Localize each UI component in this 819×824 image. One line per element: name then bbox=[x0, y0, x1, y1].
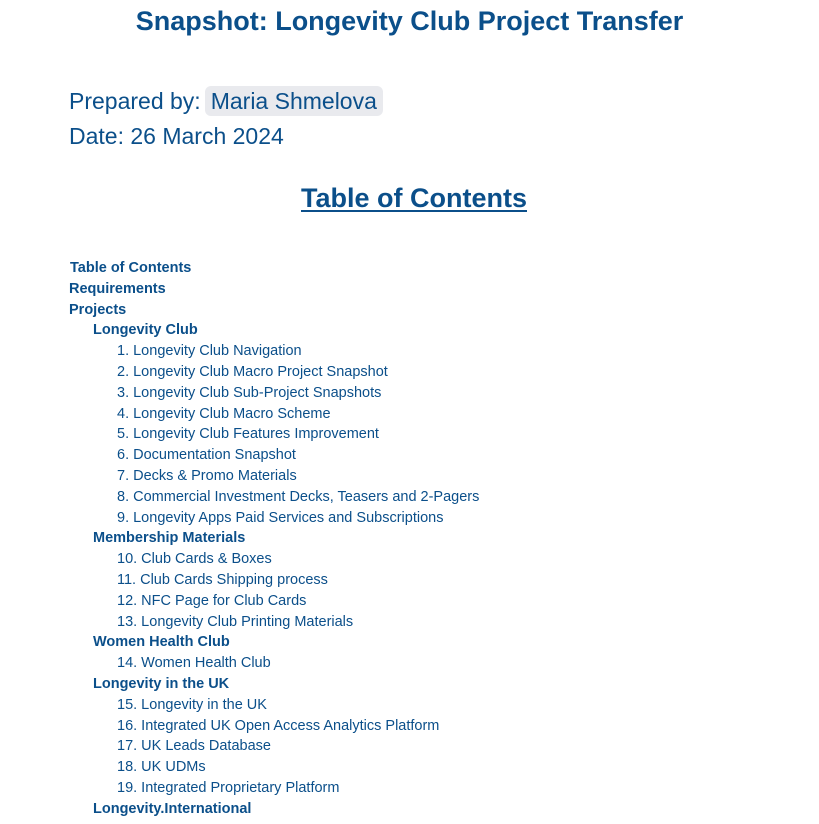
toc-link-longevity-club[interactable]: Longevity Club bbox=[93, 322, 198, 339]
toc-link-4-longevity-club-macro-scheme[interactable]: 4. Longevity Club Macro Scheme bbox=[117, 405, 331, 422]
toc-link-10-club-cards-boxes[interactable]: 10. Club Cards & Boxes bbox=[117, 551, 272, 568]
toc-link-table-of-contents[interactable]: Table of Contents bbox=[70, 260, 192, 276]
author-person-chip[interactable]: Maria Shmelova bbox=[205, 86, 383, 116]
toc-link-membership-materials[interactable]: Membership Materials bbox=[93, 530, 246, 547]
prepared-by-label: Prepared by: bbox=[69, 88, 201, 114]
table-of-contents bbox=[69, 258, 479, 820]
toc-link-3-longevity-club-sub-project-snapshots[interactable]: 3. Longevity Club Sub-Project Snapshots bbox=[117, 384, 382, 401]
toc-link-16-integrated-uk-open-access-analytics-platform[interactable]: 16. Integrated UK Open Access Analytics Platform bbox=[117, 717, 440, 734]
date-line: Date: 26 March 2024 bbox=[69, 123, 284, 149]
toc-link-13-longevity-club-printing-materials[interactable]: 13. Longevity Club Printing Materials bbox=[117, 613, 354, 630]
toc-link-17-uk-leads-database[interactable]: 17. UK Leads Database bbox=[117, 738, 271, 755]
toc-link-9-longevity-apps-paid-services-and-subscriptions[interactable]: 9. Longevity Apps Paid Services and Subscriptions bbox=[117, 509, 444, 526]
toc-link-longevity-international[interactable]: Longevity.International bbox=[93, 800, 252, 817]
toc-link-7-decks-promo-materials[interactable]: 7. Decks & Promo Materials bbox=[117, 467, 297, 484]
toc-link-2-longevity-club-macro-project-snapshot[interactable]: 2. Longevity Club Macro Project Snapshot bbox=[117, 363, 388, 380]
toc-link-15-longevity-in-the-uk[interactable]: 15. Longevity in the UK bbox=[117, 696, 267, 713]
toc-link-1-longevity-club-navigation[interactable]: 1. Longevity Club Navigation bbox=[117, 343, 302, 360]
toc-link-requirements[interactable]: Requirements bbox=[69, 280, 166, 297]
toc-link-women-health-club[interactable]: Women Health Club bbox=[93, 634, 230, 651]
toc-heading: Table of Contents bbox=[301, 183, 527, 213]
toc-link-18-uk-udms[interactable]: 18. UK UDMs bbox=[117, 759, 206, 776]
toc-link-5-longevity-club-features-improvement[interactable]: 5. Longevity Club Features Improvement bbox=[117, 426, 379, 443]
toc-link-12-nfc-page-for-club-cards[interactable]: 12. NFC Page for Club Cards bbox=[117, 592, 307, 609]
toc-link-longevity-in-the-uk[interactable]: Longevity in the UK bbox=[93, 675, 230, 692]
toc-link-8-commercial-investment-decks-teasers-and-2-pagers[interactable]: 8. Commercial Investment Decks, Teasers and 2-Pagers bbox=[117, 488, 480, 505]
toc-link-projects[interactable]: Projects bbox=[69, 301, 127, 318]
toc-link-11-club-cards-shipping-process[interactable]: 11. Club Cards Shipping process bbox=[117, 571, 328, 588]
toc-link-14-women-health-club[interactable]: 14. Women Health Club bbox=[117, 655, 271, 672]
toc-link-6-documentation-snapshot[interactable]: 6. Documentation Snapshot bbox=[117, 447, 296, 464]
toc-link-19-integrated-proprietary-platform[interactable]: 19. Integrated Proprietary Platform bbox=[117, 779, 340, 796]
prepared-by-line bbox=[69, 86, 383, 116]
document-title: Snapshot: Longevity Club Project Transfer bbox=[135, 6, 684, 36]
